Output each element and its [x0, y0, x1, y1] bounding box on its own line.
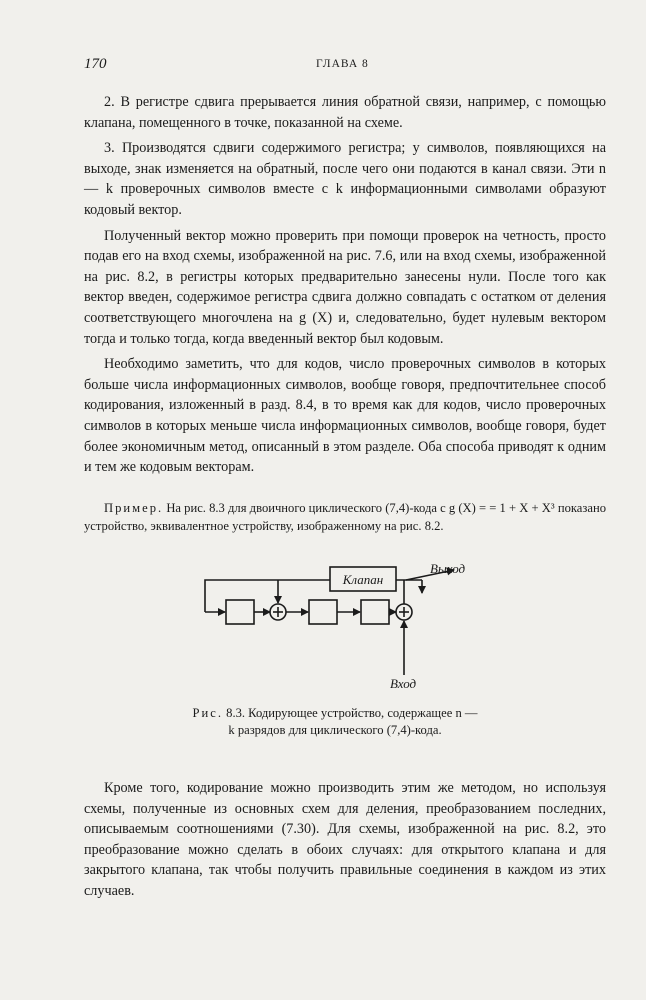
input-label: Вход [390, 676, 417, 691]
paragraph: Кроме того, кодирование можно производить этим же методом, но используя схемы, полученные из основных схем для деления, преобразованием последних, описываемым соотношениями (7.30). Для схемы, изображенной на рис. 8.2, это преобразование можно сделать в обоих случаях: для открытого клапана и для закрытого клапана, так чтобы получить правильные соединения в каждом из этих случаев. [84, 780, 606, 899]
caption-label: Рис. [192, 706, 223, 720]
caption-text: 8.3. Кодирующее устройство, содержащее n — k разрядов для циклического (7,4)-кода. [226, 706, 478, 737]
paragraph: Полученный вектор можно проверить при помощи проверок на четность, просто подав его на вход схемы, изображенной на рис. 7.6, или на вход схемы, изображенной на рис. 8.2, в регистры которых предварительно занесены нули. После того как вектор введен, содержимое регистра сдвига должно совпадать с остатком от деления соответствующего многочлена на g (X) и, следовательно, будет нулевым вектором тогда и только тогда, когда введенный вектор был кодовым. [84, 227, 606, 347]
gate-label: Клапан [342, 572, 384, 587]
page-number: 170 [84, 56, 107, 72]
example-paragraph [84, 500, 606, 535]
body-text-bottom [84, 778, 606, 907]
example-label: Пример. [104, 501, 164, 515]
shift-register-cell-1 [226, 600, 254, 624]
paragraph: 2. В регистре сдвига прерывается линия обратной связи, например, с помощью клапана, помещенного в точке, показанной на схеме. [84, 94, 606, 131]
page-header [84, 56, 606, 76]
encoder-diagram [190, 555, 490, 695]
paragraph: Необходимо заметить, что для кодов, число проверочных символов в которых больше числа информационных символов, вообще говоря, предпочтительнее способ кодирования, изложенный в разд. 8.4, в то время как для кодов, число проверочных символов в которых меньше числа информационных символов, вообще говоря, будет более экономичным метод, описанный в этом разделе. Оба способа приводят к одним и тем же кодовым векторам. [84, 356, 606, 476]
shift-register-cell-2 [309, 600, 337, 624]
chapter-title: ГЛАВА 8 [316, 58, 369, 70]
paragraph: 3. Производятся сдвиги содержимого регистра; у символов, появляющихся на выходе, знак изменяется на обратный, после чего они подаются в канал связи. Эти n — k проверочных символов вместе с k информационными символами образуют кодовый вектор. [84, 140, 606, 218]
feedback-line [205, 580, 330, 612]
figure-caption [190, 705, 480, 739]
output-label: Выход [430, 561, 466, 576]
body-text-top [84, 92, 606, 483]
shift-register-cell-3 [361, 600, 389, 624]
example-text: На рис. 8.3 для двоичного циклического (7,4)-кода с g (X) = = 1 + X + X³ показано устройство, эквивалентное устройству, изображенному на рис. 8.2. [84, 501, 606, 533]
